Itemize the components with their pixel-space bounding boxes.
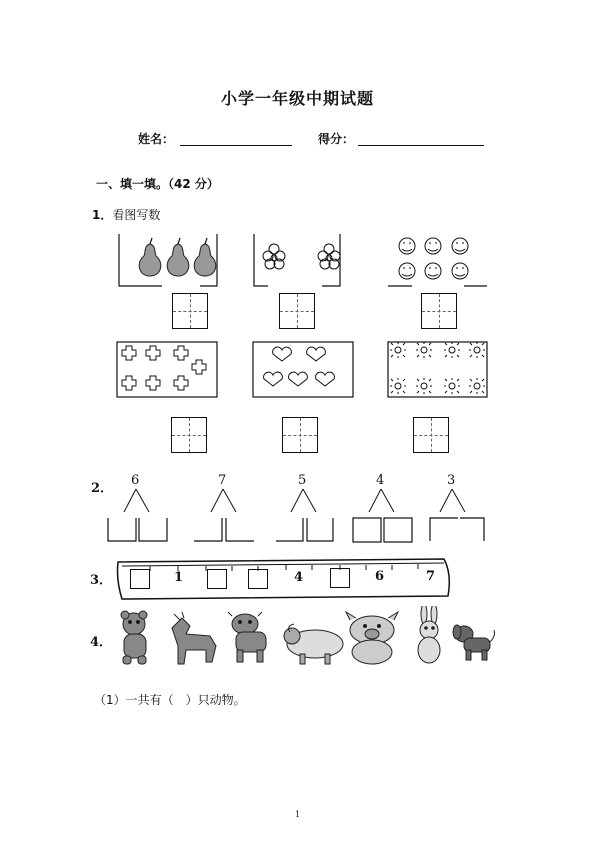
rabbit-icon (418, 606, 440, 663)
question-4-number: 4． (90, 635, 113, 650)
horse-icon (172, 612, 216, 664)
bear-icon (121, 611, 147, 664)
split-box-3a[interactable] (276, 518, 303, 541)
ruler-label-1: 1 (174, 570, 184, 585)
animals-row (110, 606, 500, 670)
split-box-2a[interactable] (194, 518, 222, 541)
question-4-sub-1: （1）一共有（ ）只动物。 (94, 693, 246, 707)
name-label: 姓名： (138, 132, 175, 146)
split-box-4b[interactable] (384, 518, 412, 542)
ruler-label-4: 4 (294, 570, 304, 585)
ruler-blank-2[interactable] (207, 569, 227, 589)
split-box-5b[interactable] (460, 518, 484, 541)
ruler-blank-5[interactable] (330, 568, 350, 588)
ruler-label-6: 6 (375, 569, 385, 584)
question-2-number: 2． (91, 481, 114, 496)
split-top-2: 7 (218, 473, 227, 488)
sheep-icon (284, 624, 343, 664)
question-3-number: 3． (90, 573, 113, 588)
split-top-5: 3 (447, 473, 456, 488)
question-1-number: 1． (92, 208, 113, 222)
split-box-1a[interactable] (108, 518, 136, 541)
cow-icon (228, 612, 266, 662)
split-box-2b[interactable] (226, 518, 254, 541)
split-top-3: 5 (298, 473, 307, 488)
split-top-1: 6 (131, 473, 140, 488)
split-top-4: 4 (376, 473, 385, 488)
split-box-4a[interactable] (353, 518, 381, 542)
ruler-blank-1[interactable] (130, 569, 150, 589)
page-title: 小学一年级中期试题 (220, 89, 374, 108)
score-label: 得分： (318, 132, 355, 146)
section-1-heading: 一、填一填。（42 分） (96, 177, 219, 191)
split-box-5a[interactable] (430, 518, 458, 541)
dog-icon (453, 625, 495, 660)
split-box-3b[interactable] (307, 518, 333, 541)
ruler-blank-3[interactable] (248, 569, 268, 589)
pig-icon (346, 612, 398, 664)
split-box-1b[interactable] (139, 518, 167, 541)
ruler-label-7: 7 (426, 569, 436, 584)
question-1-text: 看图写数 (112, 208, 161, 222)
page-number: 1 (294, 810, 301, 819)
